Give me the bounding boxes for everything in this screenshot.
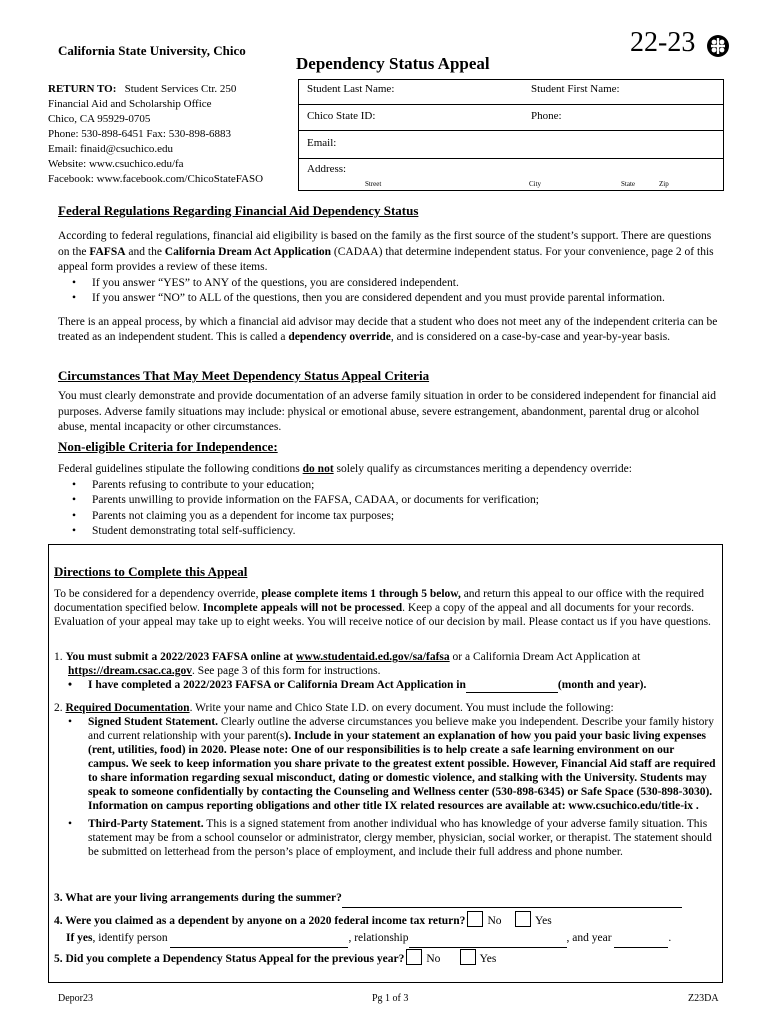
return-line: Chico, CA 95929-0705 bbox=[48, 113, 151, 125]
item-3: 3. What are your living arrangements during the summer? bbox=[54, 891, 716, 908]
last-name-field[interactable]: Student Last Name: bbox=[307, 83, 395, 95]
dependent-no-checkbox[interactable] bbox=[467, 911, 483, 927]
claimant-relationship-field[interactable] bbox=[409, 930, 567, 948]
non-eligible-heading: Non-eligible Criteria for Independence: bbox=[58, 439, 278, 454]
id-row bbox=[299, 105, 723, 131]
list-item: • If you answer “YES” to ANY of the questions, you are considered independent. bbox=[58, 276, 722, 292]
name-row bbox=[299, 80, 723, 105]
zip-sublabel: Zip bbox=[659, 180, 669, 188]
form-code: Depor23 bbox=[58, 993, 93, 1004]
fafsa-completed-item: • I have completed a 2022/2023 FAFSA or California Dream Act Application in (month and year). bbox=[54, 678, 716, 693]
student-statement-item: • Signed Student Statement. Clearly outline the adverse circumstances you believe make you independent. Describe your family history and current relationship with your parent(s). Include in your statement an explanation of how you paid your basic living expenses (rent, utilities, food) in 2020. Please note: One of our responsibilities is to help create a safe learning environment on our campus. We seek to keep information you share private to the greatest extent possible. However, Financial Aid staff are required to share information regarding sexual misconduct, dating or domestic violence, and stalking with the University. Students may speak to someone confidentially by contacting the Counseling and Wellness center (530-898-6345) or Safe Space (530-898-3030). Information on campus reporting obligations and other title IX related resources are available at: www.csuchico.edu/title-ix . bbox=[54, 715, 716, 813]
university-seal-icon bbox=[706, 34, 730, 58]
directions-paragraph: To be considered for a dependency override, please complete items 1 through 5 below, and return this appeal to our office with the required documentation specified below. Incomplete appeals will not be processed. Keep a copy of the appeal and all documents for your records. Evaluation of your appeal may take up to eight weeks. You will receive notice of our decision by mail. Please contact us if you have questions. bbox=[54, 588, 711, 628]
return-label: RETURN TO: bbox=[48, 83, 117, 95]
claimant-person-field[interactable] bbox=[170, 930, 348, 948]
claimant-year-field[interactable] bbox=[614, 930, 668, 948]
override-paragraph: There is an appeal process, by which a financial aid advisor may decide that a student who does not meet any of the independent criteria can be treated as an independent student. This is called a dependency override, and is considered on a case-by-case and year-by-year basis. bbox=[58, 315, 718, 343]
email-row bbox=[299, 131, 723, 159]
student-info-table bbox=[298, 79, 724, 191]
third-party-statement-item: • Third-Party Statement. This is a signed statement from another individual who has knowledge of your adverse family situation. This statement may be from a school counselor or administrator, clergy member, physician, social worker, or therapist. The statement should be submitted on letterhead from the person’s place of employment, and include their full address and phone number. bbox=[54, 817, 716, 859]
list-item: • Parents refusing to contribute to your education; bbox=[58, 478, 722, 494]
item-1: 1. You must submit a 2022/2023 FAFSA online at www.studentaid.ed.gov/sa/fafsa or a California Dream Act Application at https://dream.csac.ca.gov. See page 3 of this form for instructions. • I have completed a 2022/2023 FAFSA or California Dream Act Application in (month and year). bbox=[54, 650, 716, 693]
street-sublabel: Street bbox=[365, 180, 382, 188]
circumstances-paragraph: You must clearly demonstrate and provide documentation of an adverse family situation in order to be considered independent for financial aid purposes. Adverse family situations may include: physical or emotional abuse, severe estrangement, abandonment, parental drug or alcohol abuse, mental incapacity or other circumstances. bbox=[58, 390, 716, 433]
state-sublabel: State bbox=[621, 180, 635, 188]
form-id: Z23DA bbox=[688, 993, 719, 1004]
directions-heading: Directions to Complete this Appeal bbox=[54, 564, 248, 579]
non-eligible-section bbox=[58, 462, 722, 540]
return-line: Student Services Ctr. 250 bbox=[124, 83, 237, 95]
page-number: Pg 1 of 3 bbox=[372, 993, 409, 1004]
list-item: • Parents unwilling to provide information on the FAFSA, CADAA, or documents for verification; bbox=[58, 493, 722, 509]
federal-heading: Federal Regulations Regarding Financial Aid Dependency Status bbox=[58, 203, 419, 218]
prior-appeal-no-checkbox[interactable] bbox=[406, 949, 422, 965]
return-line: Financial Aid and Scholarship Office bbox=[48, 98, 212, 110]
item-2: 2. Required Documentation. Write your name and Chico State I.D. on every document. You must include the following: • Signed Student Statement. Clearly outline the adverse circumstances you believe make you independent. Describe your family history and current relationship with your parent(s). Include in your statement an explanation of how you paid your basic living expenses (rent, utilities, food) in 2020. Please note: One of our responsibilities is to help create a safe learning environment on our campus. We seek to keep information you share private to the greatest extent possible. However, Financial Aid staff are required to share information regarding sexual misconduct, dating or domestic violence, and stalking with the University. Students may speak to someone confidentially by contacting the Counseling and Wellness center (530-898-6345) or Safe Space (530-898-3030). Information on campus reporting obligations and other title IX related resources are available at: www.csuchico.edu/title-ix . • Third-Party Statement. This is a signed statement from another individual who has knowledge of your adverse family situation. This statement may be from a school counselor or administrator, clergy member, physician, social worker, or therapist. The statement should be submitted on letterhead from the person’s place of employment, and include their full address and phone number. bbox=[54, 701, 716, 859]
summer-living-field[interactable] bbox=[342, 891, 682, 908]
award-year: 22-23 bbox=[630, 27, 696, 58]
first-name-field[interactable]: Student First Name: bbox=[531, 83, 620, 95]
city-sublabel: City bbox=[529, 180, 542, 188]
non-eligible-intro: Federal guidelines stipulate the following conditions do not solely qualify as circumstances meriting a dependency override: bbox=[58, 463, 632, 475]
return-address-block bbox=[48, 82, 273, 187]
return-email: Email: finaid@csuchico.edu bbox=[48, 143, 173, 155]
return-facebook: Facebook: www.facebook.com/ChicoStateFASO bbox=[48, 173, 264, 185]
return-line: Phone: 530-898-6451 Fax: 530-898-6883 bbox=[48, 128, 232, 140]
dependent-yes-checkbox[interactable] bbox=[515, 911, 531, 927]
return-website: Website: www.csuchico.edu/fa bbox=[48, 158, 184, 170]
federal-paragraph: According to federal regulations, financial aid eligibility is based on the family as the first source of the student’s support. There are questions on the FAFSA and the California Dream Act Application (CADAA) that determine independent status. For your convenience, page 2 of this appeal form provides a review of these items. bbox=[58, 230, 714, 273]
fafsa-date-field[interactable] bbox=[466, 678, 558, 693]
address-field[interactable]: Address: bbox=[307, 163, 347, 175]
address-row bbox=[299, 159, 723, 190]
federal-section bbox=[58, 229, 722, 346]
fafsa-link[interactable]: www.studentaid.ed.gov/sa/fafsa bbox=[295, 651, 450, 663]
form-title: Dependency Status Appeal bbox=[296, 54, 490, 73]
phone-field[interactable]: Phone: bbox=[531, 110, 562, 122]
list-item: • Student demonstrating total self-sufficiency. bbox=[58, 524, 722, 540]
item-5: 5. Did you complete a Dependency Status Appeal for the previous year? No Yes bbox=[54, 949, 716, 968]
item-4: 4. Were you claimed as a dependent by anyone on a 2020 federal income tax return? No Yes If yes, identify person , relationship , and year . bbox=[54, 911, 716, 948]
chico-id-field[interactable]: Chico State ID: bbox=[307, 110, 376, 122]
dream-act-link[interactable]: https://dream.csac.ca.gov bbox=[68, 665, 193, 677]
list-item: • If you answer “NO” to ALL of the questions, then you are considered dependent and you must provide parental information. bbox=[58, 291, 722, 307]
list-item: • Parents not claiming you as a dependent for income tax purposes; bbox=[58, 509, 722, 525]
university-name: California State University, Chico bbox=[58, 43, 246, 58]
circumstances-heading: Circumstances That May Meet Dependency Status Appeal Criteria bbox=[58, 368, 430, 383]
email-field[interactable]: Email: bbox=[307, 137, 337, 149]
prior-appeal-yes-checkbox[interactable] bbox=[460, 949, 476, 965]
